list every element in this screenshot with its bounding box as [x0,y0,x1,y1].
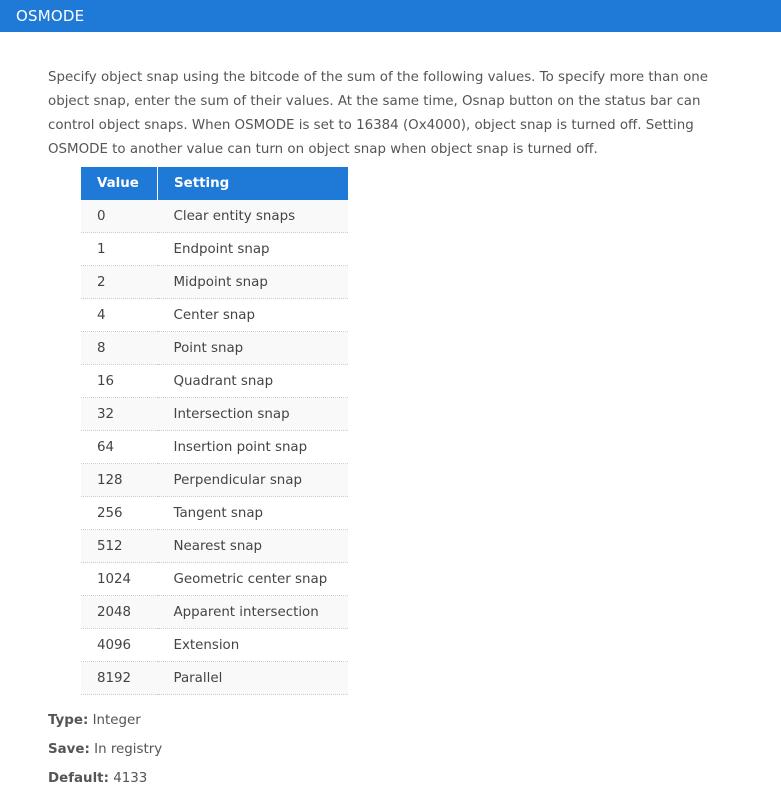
setting-cell: Intersection snap [158,398,349,431]
table-row [81,530,348,563]
table-row [81,299,348,332]
default-property [48,771,147,786]
save-value: In registry [94,742,163,757]
value-cell: 32 [81,398,158,431]
setting-cell: Midpoint snap [158,266,349,299]
value-cell: 1 [81,233,158,266]
description-line: control object snaps. When OSMODE is set to 16384 (Ox4000), object snap is turned off. Setting [48,118,694,133]
value-cell: 4 [81,299,158,332]
setting-cell: Nearest snap [158,530,349,563]
table-row [81,596,348,629]
table-row [81,497,348,530]
value-cell: 2 [81,266,158,299]
description-line: object snap, enter the sum of their values. At the same time, Osnap button on the status bar can [48,94,701,109]
osmode-values-table [81,167,348,695]
description [48,66,764,162]
table-row [81,200,348,233]
type-property [48,713,141,728]
setting-cell: Perpendicular snap [158,464,349,497]
table-row [81,662,348,695]
value-cell: 4096 [81,629,158,662]
value-cell: 128 [81,464,158,497]
save-label: Save: [48,742,90,757]
type-value: Integer [92,713,141,728]
setting-cell: Clear entity snaps [158,200,349,233]
table-row [81,629,348,662]
description-line: OSMODE to another value can turn on object snap when object snap is turned off. [48,142,598,157]
table-row [81,464,348,497]
value-cell: 1024 [81,563,158,596]
table-row [81,332,348,365]
setting-cell: Center snap [158,299,349,332]
value-cell: 256 [81,497,158,530]
default-value: 4133 [113,771,148,786]
setting-cell: Endpoint snap [158,233,349,266]
table-row [81,365,348,398]
value-cell: 16 [81,365,158,398]
table-row [81,431,348,464]
setting-cell: Geometric center snap [158,563,349,596]
setting-cell: Tangent snap [158,497,349,530]
table-row [81,233,348,266]
setting-cell: Quadrant snap [158,365,349,398]
table-row [81,398,348,431]
type-label: Type: [48,713,89,728]
table-header-row [81,167,348,200]
value-cell: 2048 [81,596,158,629]
page-header [0,0,781,32]
setting-cell: Point snap [158,332,349,365]
setting-cell: Apparent intersection [158,596,349,629]
default-label: Default: [48,771,109,786]
description-line: Specify object snap using the bitcode of the sum of the following values. To specify more than one [48,70,709,85]
value-cell: 64 [81,431,158,464]
save-property [48,742,162,757]
value-cell: 512 [81,530,158,563]
value-cell: 0 [81,200,158,233]
value-cell: 8 [81,332,158,365]
page-title: OSMODE [16,7,85,25]
value-column-header: Value [81,167,158,200]
setting-cell: Insertion point snap [158,431,349,464]
setting-cell: Extension [158,629,349,662]
table-row [81,266,348,299]
value-cell: 8192 [81,662,158,695]
table-row [81,563,348,596]
setting-column-header: Setting [158,167,349,200]
setting-cell: Parallel [158,662,349,695]
